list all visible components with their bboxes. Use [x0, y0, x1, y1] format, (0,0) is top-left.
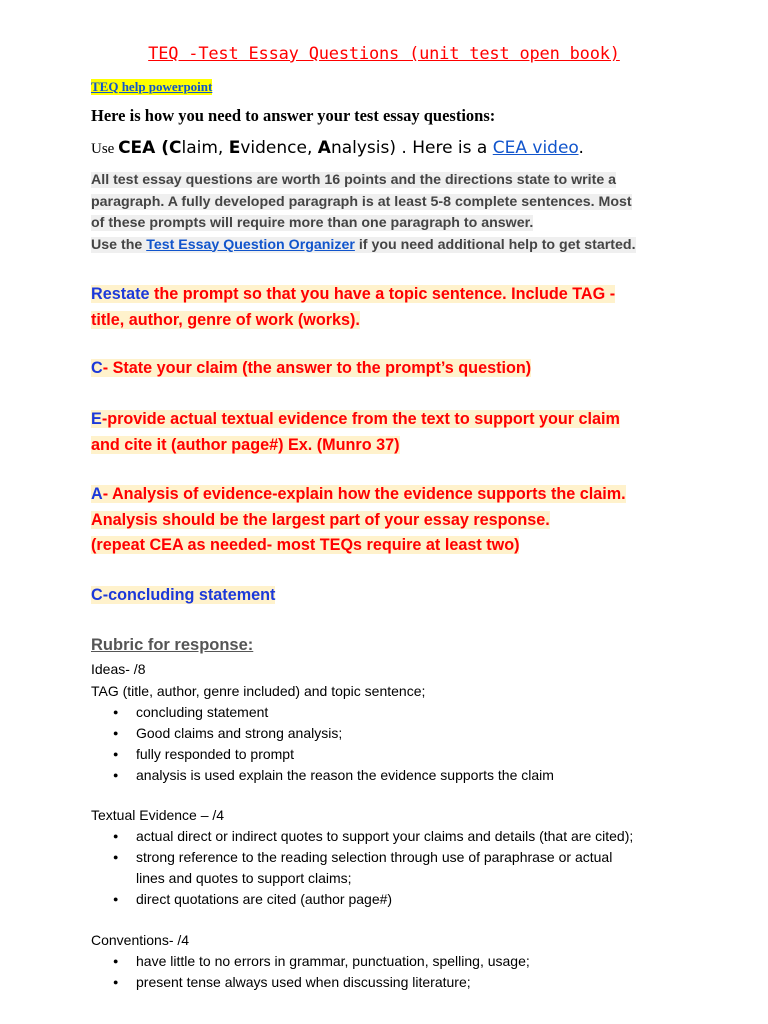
evidence-text-1: -provide actual textual evidence from the text to support your claim — [101, 410, 620, 428]
cea-video-link[interactable]: CEA video — [492, 138, 579, 158]
list-item: ● direct quotations are cited (author page#) — [91, 889, 633, 910]
list-item: ● fully responded to prompt — [91, 744, 554, 765]
claim-line — [91, 359, 531, 377]
concluding-statement: C-concluding statement — [91, 586, 276, 604]
list-item-line: lines and quotes to support claims; — [136, 870, 352, 886]
concluding-step — [91, 583, 275, 609]
intro-line-4 — [91, 237, 636, 253]
intro-line-2: paragraph. A fully developed paragraph is at least 5-8 complete sentences. Most — [91, 193, 632, 210]
restate-key: Restate — [91, 285, 150, 303]
evidence-line-1 — [91, 410, 620, 428]
teq-help-powerpoint-link[interactable]: TEQ help powerpoint — [91, 79, 213, 94]
nalysis-text: nalysis) . Here is a — [330, 138, 493, 158]
evidence-step — [91, 407, 620, 458]
instructions-heading: Here is how you need to answer your test essay questions: — [91, 106, 496, 125]
evidence-key: E — [91, 410, 102, 428]
restate-text-1: the prompt so that you have a topic sentence. Include TAG - — [149, 285, 616, 303]
analysis-line-1 — [91, 485, 626, 503]
restate-line-2: title, author, genre of work (works). — [91, 310, 360, 329]
e-letter: E — [228, 138, 241, 158]
claim-text: - State your claim (the answer to the prompt’s question) — [102, 359, 532, 377]
intro-line-4-post: if you need additional help to get started. — [354, 236, 636, 253]
a-letter: A — [317, 138, 331, 158]
list-item: ● analysis is used explain the reason the evidence supports the claim — [91, 765, 554, 786]
restate-line-1 — [91, 285, 615, 303]
list-item: ● concluding statement — [91, 702, 554, 723]
evidence-score: Textual Evidence – /4 — [91, 807, 225, 823]
conventions-score: Conventions- /4 — [91, 932, 190, 948]
analysis-step — [91, 482, 626, 559]
list-item: ● present tense always used when discussing literature; — [91, 972, 530, 993]
rubric-heading: Rubric for response: — [91, 636, 254, 654]
list-item: ● have little to no errors in grammar, punctuation, spelling, usage; — [91, 951, 530, 972]
list-item: ● Good claims and strong analysis; — [91, 723, 554, 744]
analysis-key: A — [91, 485, 103, 503]
claim-step — [91, 356, 531, 382]
analysis-line-3: (repeat CEA as needed- most TEQs require at least two) — [91, 536, 520, 554]
analysis-text-1: - Analysis of evidence-explain how the evidence supports the claim. — [102, 485, 626, 503]
conventions-list — [91, 951, 530, 993]
analysis-line-2: Analysis should be the largest part of your essay response. — [91, 510, 550, 529]
vidence-text: vidence, — [240, 138, 318, 158]
tag-criteria: TAG (title, author, genre included) and topic sentence; — [91, 683, 426, 699]
use-word: Use — [91, 141, 119, 157]
period: . — [578, 138, 584, 158]
claim-key: C — [91, 359, 103, 377]
intro-line-3: of these prompts will require more than one paragraph to answer. — [91, 215, 534, 231]
intro-line-4-pre: Use the — [91, 236, 147, 253]
cea-c-text: CEA (C — [118, 138, 182, 158]
list-item: ● actual direct or indirect quotes to support your claims and details (that are cited); — [91, 826, 633, 847]
intro-paragraph — [91, 170, 691, 256]
laim-text: laim, — [181, 138, 229, 158]
ideas-list — [91, 702, 554, 786]
evidence-list — [91, 826, 633, 910]
use-cea-line — [91, 138, 584, 158]
list-item — [91, 847, 633, 889]
test-essay-question-organizer-link[interactable]: Test Essay Question Organizer — [146, 236, 355, 253]
evidence-line-2: and cite it (author page#) Ex. (Munro 37) — [91, 435, 400, 454]
intro-line-1: All test essay questions are worth 16 points and the directions state to write a — [91, 172, 617, 188]
list-item-line: strong reference to the reading selection through use of paraphrase or actual — [136, 849, 613, 865]
page-title: TEQ -Test Essay Questions (unit test open book) — [148, 44, 620, 64]
ideas-score: Ideas- /8 — [91, 661, 146, 677]
restate-step — [91, 282, 615, 333]
